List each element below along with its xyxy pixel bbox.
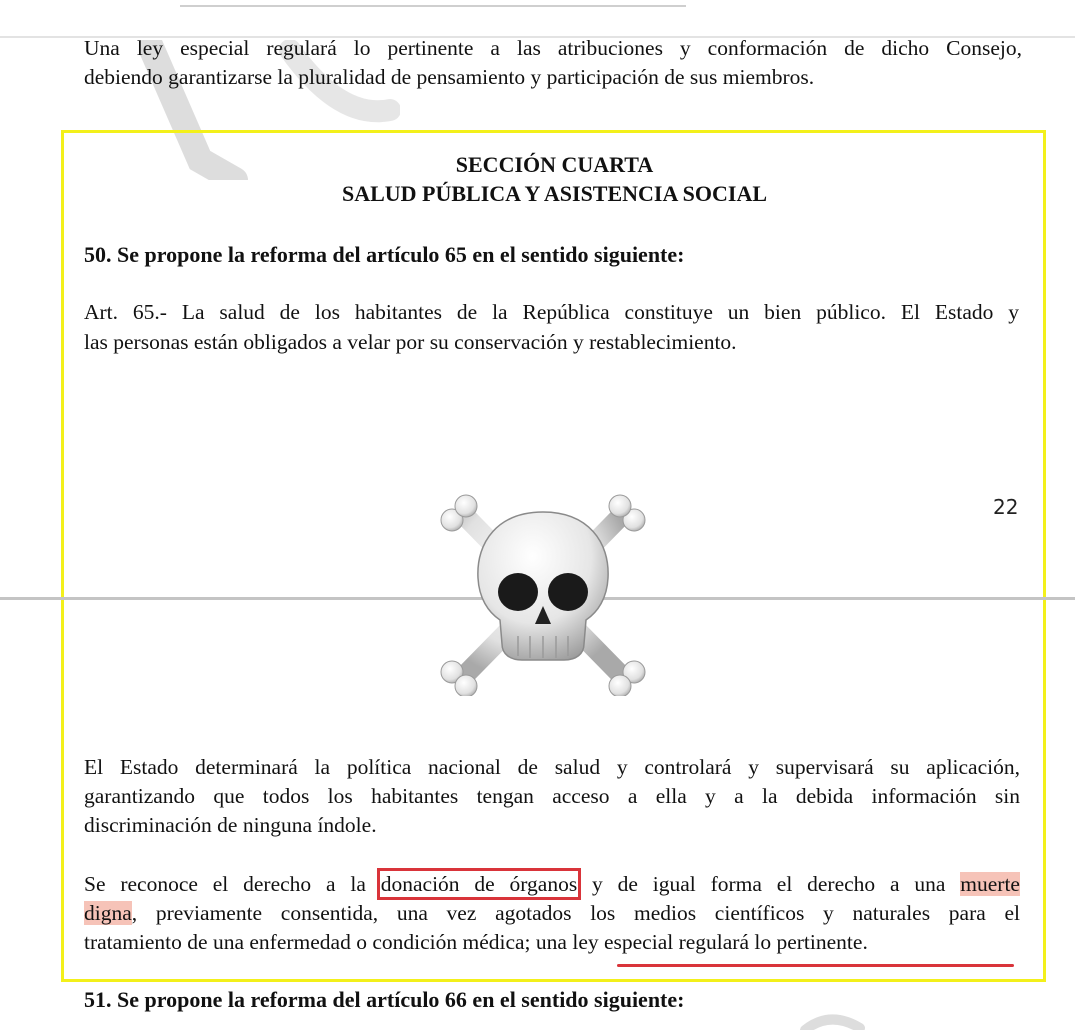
derecho-line-3 [84, 928, 1020, 957]
highlight-digna: digna [84, 901, 132, 925]
underlined-text: una ley especial regulará lo pertinente. [535, 930, 868, 954]
derecho-line-1 [84, 870, 1020, 899]
top-paragraph-line-1: Una ley especial regulará lo pertinente a las atribuciones y conformación de dicho Consejo, [84, 36, 1022, 60]
estado-line-1: El Estado determinará la política nacional de salud y controlará y supervisará su aplicación, [84, 755, 1020, 779]
top-partial-rule [180, 5, 686, 7]
item-50-heading: 50. Se propone la reforma del artículo 65 en el sentido siguiente: [84, 242, 685, 267]
red-underline [617, 964, 1014, 967]
skull-and-crossbones-icon [438, 494, 648, 696]
derecho-text-3: , previamente consentida, una vez agotados los medios científicos y naturales para el [131, 901, 1020, 925]
section-subtitle: SALUD PÚBLICA Y ASISTENCIA SOCIAL [341, 181, 768, 206]
organ-donation-boxed: donación de órganos [380, 872, 578, 896]
estado-line-3: discriminación de ninguna índole. [84, 813, 377, 837]
top-paragraph-line-2: debiendo garantizarse la pluralidad de pensamiento y participación de sus miembros. [84, 65, 815, 89]
derecho-text-1: Se reconoce el derecho a la [84, 872, 381, 896]
item-51-heading: 51. Se propone la reforma del artículo 66 en el sentido siguiente: [84, 987, 685, 1012]
page-number: 22 [993, 495, 1019, 519]
art65-line-2: las personas están obligados a velar por su conservación y restablecimiento. [84, 330, 737, 354]
derecho-line-2 [84, 899, 1020, 928]
art65-line-1: Art. 65.- La salud de los habitantes de la República constituye un bien público. El Estado y [84, 300, 1019, 324]
derecho-text-2: y de igual forma el derecho a una [577, 872, 961, 896]
highlight-muerte: muerte [960, 872, 1020, 896]
estado-line-2: garantizando que todos los habitantes tengan acceso a ella y a la debida información sin [84, 784, 1020, 808]
section-title: SECCIÓN CUARTA [455, 152, 654, 177]
derecho-text-4: tratamiento de una enfermedad o condición médica; [84, 930, 536, 954]
watermark-shape-bottom [800, 1010, 870, 1030]
